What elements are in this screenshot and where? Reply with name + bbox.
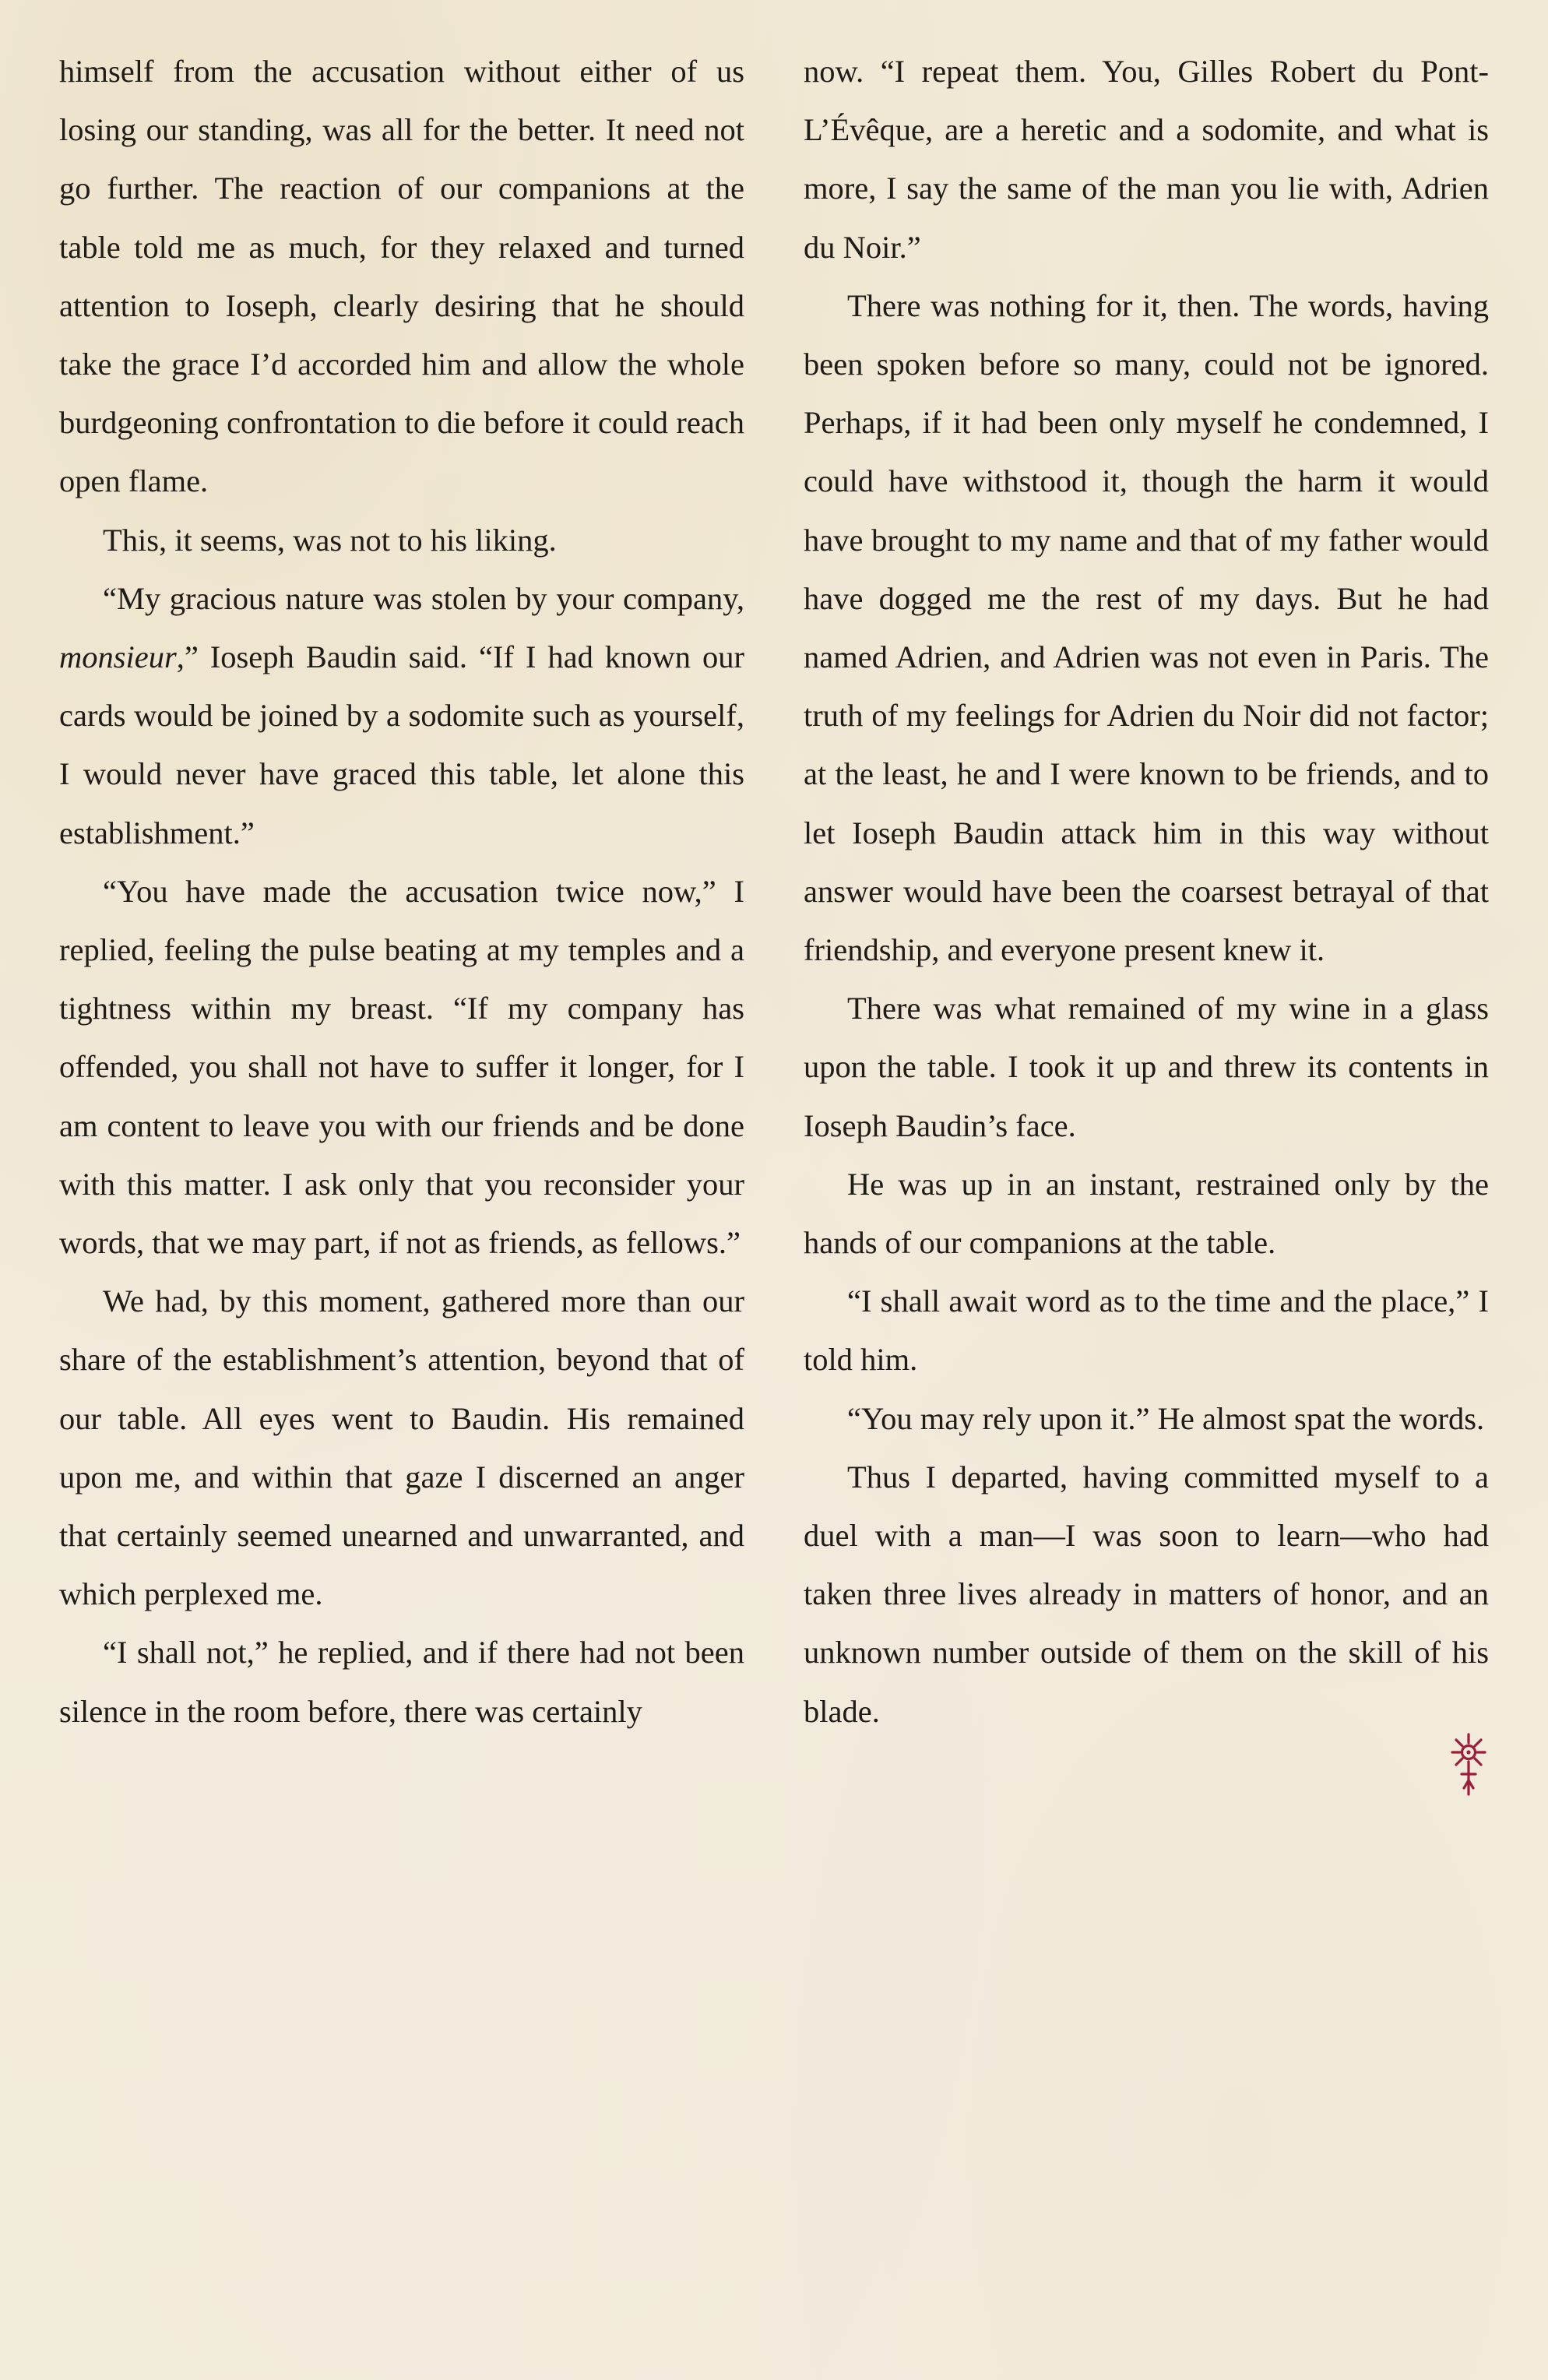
paragraph: Thus I departed, having committed myself to a duel with a man—I was soon to learn—who had taken three lives already in matters of honor, and an unknown number outside of them on the skill of his blade. bbox=[804, 1459, 1489, 1729]
right-column bbox=[804, 42, 1489, 1741]
paragraph: “I shall not,” he replied, and if there had not been silence in the room before, there was certainly bbox=[59, 1635, 744, 1729]
paragraph: We had, by this moment, gathered more than our share of the establishment’s attention, beyond that of our table. All eyes went to Baudin. His remained upon me, and within that gaze I discerned an anger that certainly seemed unearned and unwarranted, and which perplexed me. bbox=[59, 1283, 744, 1612]
paragraph: There was what remained of my wine in a glass upon the table. I took it up and threw its contents in Ioseph Baudin’s face. bbox=[804, 991, 1489, 1143]
paragraph-text: “My gracious nature was stolen by your company, bbox=[103, 580, 744, 616]
sigil-ornament-icon bbox=[1450, 1732, 1487, 1797]
paragraph: “You have made the accusation twice now,” I replied, feeling the pulse beating at my temples and a tightness within my breast. “If my company has offended, you shall not have to suffer it longer, for I am content to leave you with our friends and be done with this matter. I ask only that you reconsider your words, that we may part, if not as friends, as fellows.” bbox=[59, 873, 744, 1261]
paragraph bbox=[59, 569, 744, 862]
paragraph: This, it seems, was not to his liking. bbox=[103, 522, 557, 558]
paragraph: “I shall await word as to the time and the place,” I told him. bbox=[804, 1283, 1489, 1378]
paragraph: He was up in an instant, restrained only by the hands of our companions at the table. bbox=[804, 1166, 1489, 1261]
italic-word: monsieur bbox=[59, 639, 177, 675]
paragraph: There was nothing for it, then. The words, having been spoken before so many, could not be ignored. Perhaps, if it had been only myself he condemned, I could have withstood it, though the harm it would have brought to my name and that of my father would have dogged me the rest of my days. But he had named Adrien, and Adrien was not even in Paris. The truth of my feelings for Adrien du Noir did not factor; at the least, he and I were known to be friends, and to let Ioseph Baudin attack him in this way without answer would have been the coarsest betrayal of that friendship, and everyone present knew it. bbox=[804, 287, 1489, 968]
paragraph-text: ,” Ioseph Baudin said. “If I had known our cards would be joined by a sodomite such as yourself, I would never have graced this table, let alone this establishment.” bbox=[59, 639, 744, 850]
paragraph: “You may rely upon it.” He almost spat the words. bbox=[847, 1400, 1485, 1436]
paragraph: now. “I repeat them. You, Gilles Robert du Pont-L’Évêque, are a heretic and a sodomite, and what is more, I say the same of the man you lie with, Adrien du Noir.” bbox=[804, 54, 1489, 265]
paragraph: himself from the accusation without either of us losing our standing, was all for the better. It need not go further. The reaction of our companions at the table told me as much, for they relaxed and turned attention to Ioseph, clearly desiring that he should take the grace I’d accorded him and allow the whole burdgeoning confrontation to die before it could reach open flame. bbox=[59, 54, 744, 499]
left-column bbox=[59, 42, 744, 1741]
